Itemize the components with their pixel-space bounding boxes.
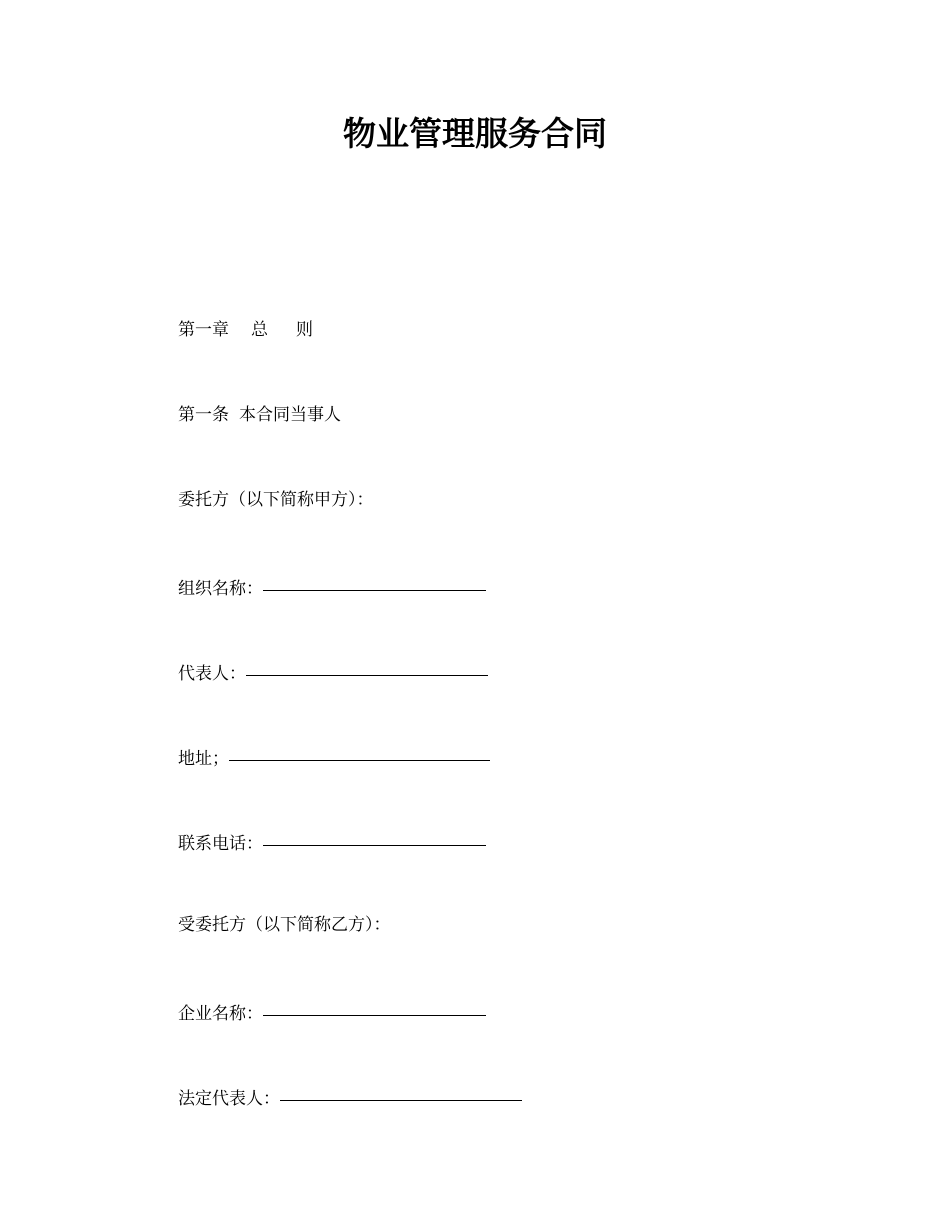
legal-rep-row — [178, 1082, 522, 1108]
chapter-heading — [178, 317, 313, 343]
phone-label: 联系电话： — [178, 834, 263, 854]
address-label: 地址； — [178, 749, 229, 769]
document-title: 物业管理服务合同 — [343, 114, 607, 153]
legal-rep-blank[interactable] — [280, 1082, 522, 1101]
article-label: 第一条 — [178, 405, 229, 425]
representative-row — [178, 657, 488, 683]
representative-blank[interactable] — [246, 657, 488, 676]
chapter-name-part1: 总 — [251, 320, 268, 340]
org-name-label: 组织名称： — [178, 579, 263, 599]
legal-rep-label: 法定代表人： — [178, 1089, 280, 1109]
party-b-heading: 受委托方（以下简称乙方）： — [178, 915, 391, 935]
chapter-label: 第一章 — [178, 320, 229, 340]
company-name-row — [178, 997, 486, 1023]
org-name-blank[interactable] — [263, 572, 486, 591]
address-blank[interactable] — [229, 742, 490, 761]
representative-label: 代表人： — [178, 664, 246, 684]
article-text: 本合同当事人 — [239, 405, 341, 425]
chapter-name-part2: 则 — [296, 320, 313, 340]
phone-row — [178, 827, 486, 853]
article-heading — [178, 402, 341, 428]
org-name-row — [178, 572, 486, 598]
address-row — [178, 742, 490, 768]
phone-blank[interactable] — [263, 827, 486, 846]
party-a-heading: 委托方（以下简称甲方）： — [178, 490, 374, 510]
company-name-label: 企业名称： — [178, 1004, 263, 1024]
company-name-blank[interactable] — [263, 997, 486, 1016]
